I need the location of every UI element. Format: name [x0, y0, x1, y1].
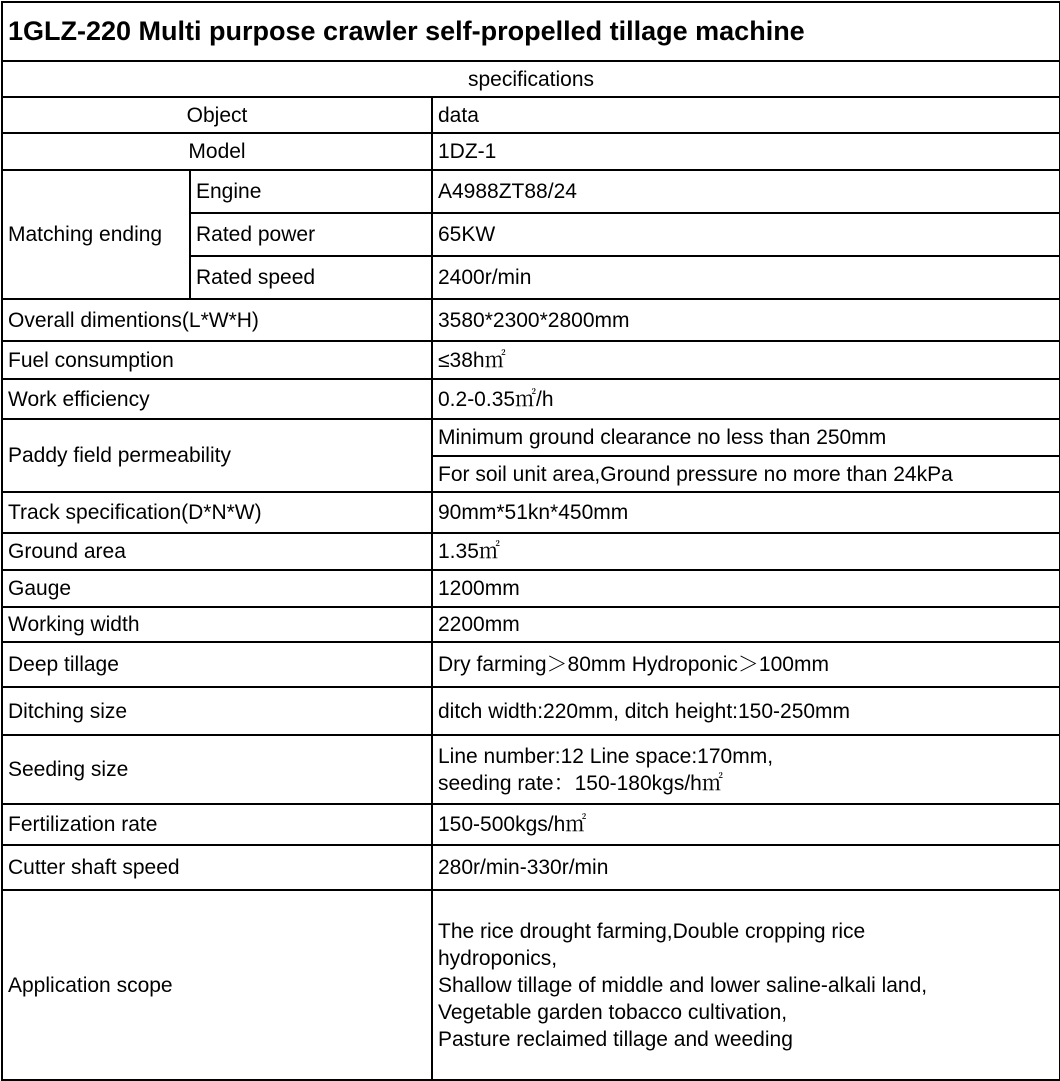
value-line: seeding rate：150-180kgs/h㎡ [438, 771, 723, 795]
row-label: Seeding size [2, 735, 432, 804]
table-row [2, 419, 1060, 456]
row-label: Gauge [2, 570, 432, 607]
row-label: Paddy field permeability [2, 419, 432, 492]
row-value-multiline [432, 735, 1060, 804]
row-value: 150-500kgs/h㎡ [432, 804, 1060, 845]
row-label: Rated power [190, 213, 432, 256]
row-label: Track specification(D*N*W) [2, 492, 432, 533]
section-header-row [2, 61, 1060, 97]
row-value: 1DZ-1 [432, 133, 1060, 170]
row-label: Engine [190, 170, 432, 213]
title-row [2, 2, 1060, 61]
row-value-multiline [432, 890, 1060, 1080]
row-value: 90mm*51kn*450mm [432, 492, 1060, 533]
row-value: 65KW [432, 213, 1060, 256]
row-label: Cutter shaft speed [2, 845, 432, 890]
row-label: Work efficiency [2, 379, 432, 419]
table-row [2, 804, 1060, 845]
row-label: Overall dimentions(L*W*H) [2, 299, 432, 341]
row-label: Ground area [2, 533, 432, 570]
section-header: specifications [2, 61, 1060, 97]
row-value: Minimum ground clearance no less than 250mm [432, 419, 1060, 456]
row-label: Ditching size [2, 687, 432, 735]
table-row [2, 570, 1060, 607]
table-row [2, 341, 1060, 379]
row-value: data [432, 97, 1060, 133]
row-label: Deep tillage [2, 642, 432, 687]
value-line: Line number:12 Line space:170mm, [438, 744, 774, 768]
table-row [2, 845, 1060, 890]
row-value: 280r/min-330r/min [432, 845, 1060, 890]
row-label: Fuel consumption [2, 341, 432, 379]
row-value: A4988ZT88/24 [432, 170, 1060, 213]
table-row [2, 170, 1060, 213]
row-value: 2200mm [432, 607, 1060, 642]
table-row [2, 492, 1060, 533]
group-label: Matching ending [2, 170, 190, 299]
table-row [2, 379, 1060, 419]
table-row [2, 890, 1060, 1080]
row-label: Object [2, 97, 432, 133]
row-label: Rated speed [190, 256, 432, 299]
row-value: ≤38h㎡ [432, 341, 1060, 379]
row-label: Fertilization rate [2, 804, 432, 845]
table-row [2, 687, 1060, 735]
row-value: 1200mm [432, 570, 1060, 607]
row-value: 0.2-0.35㎡/h [432, 379, 1060, 419]
row-value: 2400r/min [432, 256, 1060, 299]
row-value: 3580*2300*2800mm [432, 299, 1060, 341]
row-value: Dry farming＞80mm Hydroponic＞100mm [432, 642, 1060, 687]
spec-table [1, 1, 1060, 1081]
table-row [2, 642, 1060, 687]
value-line: hydroponics, [438, 946, 558, 970]
row-label: Application scope [2, 890, 432, 1080]
value-line: The rice drought farming,Double cropping rice [438, 919, 866, 943]
table-row [2, 533, 1060, 570]
value-line: Pasture reclaimed tillage and weeding [438, 1027, 793, 1051]
row-label: Model [2, 133, 432, 170]
value-line: Vegetable garden tobacco cultivation, [438, 1000, 788, 1024]
row-label: Working width [2, 607, 432, 642]
value-line: Shallow tillage of middle and lower saline-alkali land, [438, 973, 928, 997]
row-value: For soil unit area,Ground pressure no more than 24kPa [432, 456, 1060, 492]
row-value: ditch width:220mm, ditch height:150-250mm [432, 687, 1060, 735]
table-row [2, 133, 1060, 170]
table-row [2, 299, 1060, 341]
table-row [2, 97, 1060, 133]
row-value: 1.35㎡ [432, 533, 1060, 570]
table-row [2, 607, 1060, 642]
table-title: 1GLZ-220 Multi purpose crawler self-propelled tillage machine [2, 2, 1060, 61]
table-row [2, 735, 1060, 804]
